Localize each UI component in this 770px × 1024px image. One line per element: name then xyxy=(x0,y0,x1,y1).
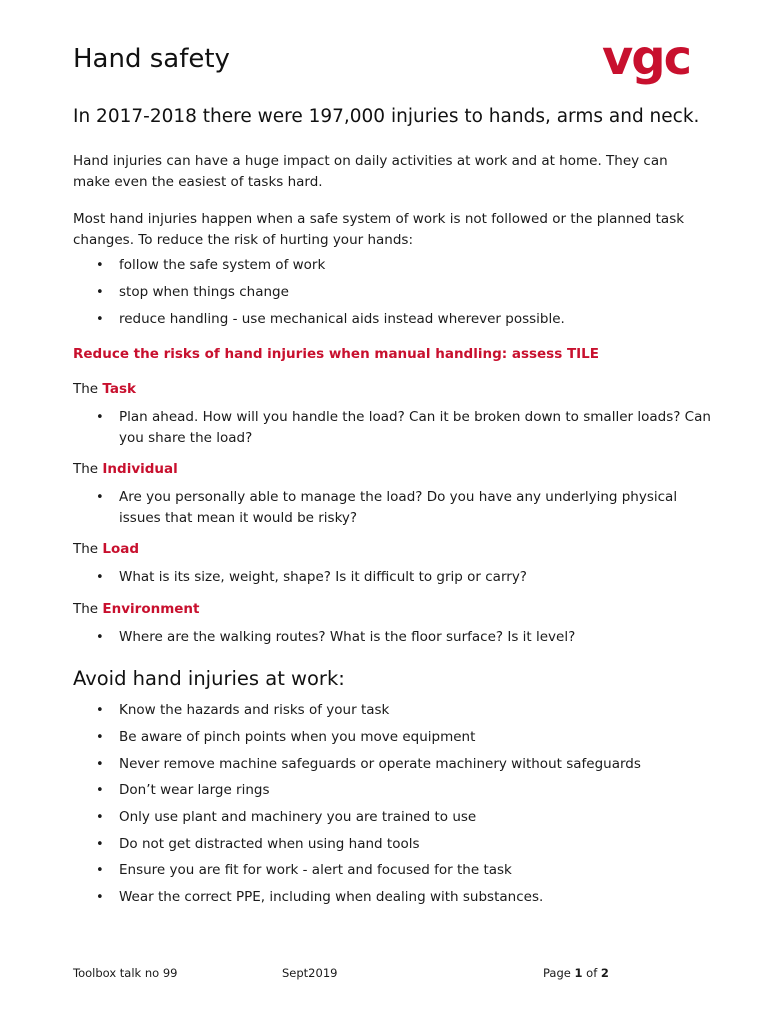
intro-heading: In 2017-2018 there were 197,000 injuries to hands, arms and neck. xyxy=(73,106,700,127)
page-of: of xyxy=(586,966,598,980)
page-label: Page xyxy=(543,966,571,980)
logo-text: vgc xyxy=(602,32,691,86)
list-item: • Do not get distracted when using hand tools xyxy=(73,834,733,855)
tile-task-list xyxy=(73,407,713,449)
vgc-logo xyxy=(602,32,714,92)
tile-prefix: The xyxy=(73,601,99,617)
list-item: • stop when things change xyxy=(73,282,713,303)
tile-prefix: The xyxy=(73,461,99,477)
footer-date: Sept2019 xyxy=(282,966,338,980)
tile-keyword-individual: Individual xyxy=(102,461,178,477)
advice-paragraph: Most hand injuries happen when a safe system of work is not followed or the planned task changes. To reduce the risk of hurting your hands: xyxy=(73,211,685,248)
tile-task-heading xyxy=(73,381,136,397)
list-item: • Don’t wear large rings xyxy=(73,780,733,801)
list-item: • Never remove machine safeguards or operate machinery without safeguards xyxy=(73,754,733,775)
tile-keyword-environment: Environment xyxy=(102,601,200,617)
tile-environment-list xyxy=(73,627,713,648)
list-item: • Are you personally able to manage the load? Do you have any underlying physical issues that mean it would be risky? xyxy=(73,487,713,529)
tile-keyword-load: Load xyxy=(102,541,140,557)
page-current: 1 xyxy=(574,966,583,980)
tile-load-heading xyxy=(73,541,139,557)
list-item: • Know the hazards and risks of your task xyxy=(73,700,733,721)
list-item: • Be aware of pinch points when you move equipment xyxy=(73,727,733,748)
list-item: • reduce handling - use mechanical aids instead wherever possible. xyxy=(73,309,713,330)
page-total: 2 xyxy=(600,966,609,980)
tile-individual-list xyxy=(73,487,713,529)
tile-load-list xyxy=(73,567,713,588)
footer-page-number xyxy=(543,966,609,980)
avoid-heading: Avoid hand injuries at work: xyxy=(73,667,345,690)
intro-paragraph: Hand injuries can have a huge impact on daily activities at work and at home. They can make even the easiest of tasks hard. xyxy=(73,153,668,190)
tile-individual-heading xyxy=(73,461,178,477)
tile-environment-heading xyxy=(73,601,200,617)
reduce-list xyxy=(73,255,713,330)
tile-keyword-task: Task xyxy=(102,381,136,397)
avoid-list xyxy=(73,700,733,908)
list-item: • follow the safe system of work xyxy=(73,255,713,276)
page-title: Hand safety xyxy=(73,44,230,74)
list-item: • Where are the walking routes? What is the floor surface? Is it level? xyxy=(73,627,713,648)
list-item: • Wear the correct PPE, including when dealing with substances. xyxy=(73,887,733,908)
tile-prefix: The xyxy=(73,541,99,557)
tile-heading: Reduce the risks of hand injuries when manual handling: assess TILE xyxy=(73,346,600,362)
footer-talk-number: Toolbox talk no 99 xyxy=(73,966,178,980)
list-item: • Plan ahead. How will you handle the load? Can it be broken down to smaller loads? Can you share the load? xyxy=(73,407,713,449)
list-item: • Ensure you are fit for work - alert and focused for the task xyxy=(73,860,733,881)
tile-prefix: The xyxy=(73,381,99,397)
list-item: • Only use plant and machinery you are trained to use xyxy=(73,807,733,828)
list-item: • What is its size, weight, shape? Is it difficult to grip or carry? xyxy=(73,567,713,588)
